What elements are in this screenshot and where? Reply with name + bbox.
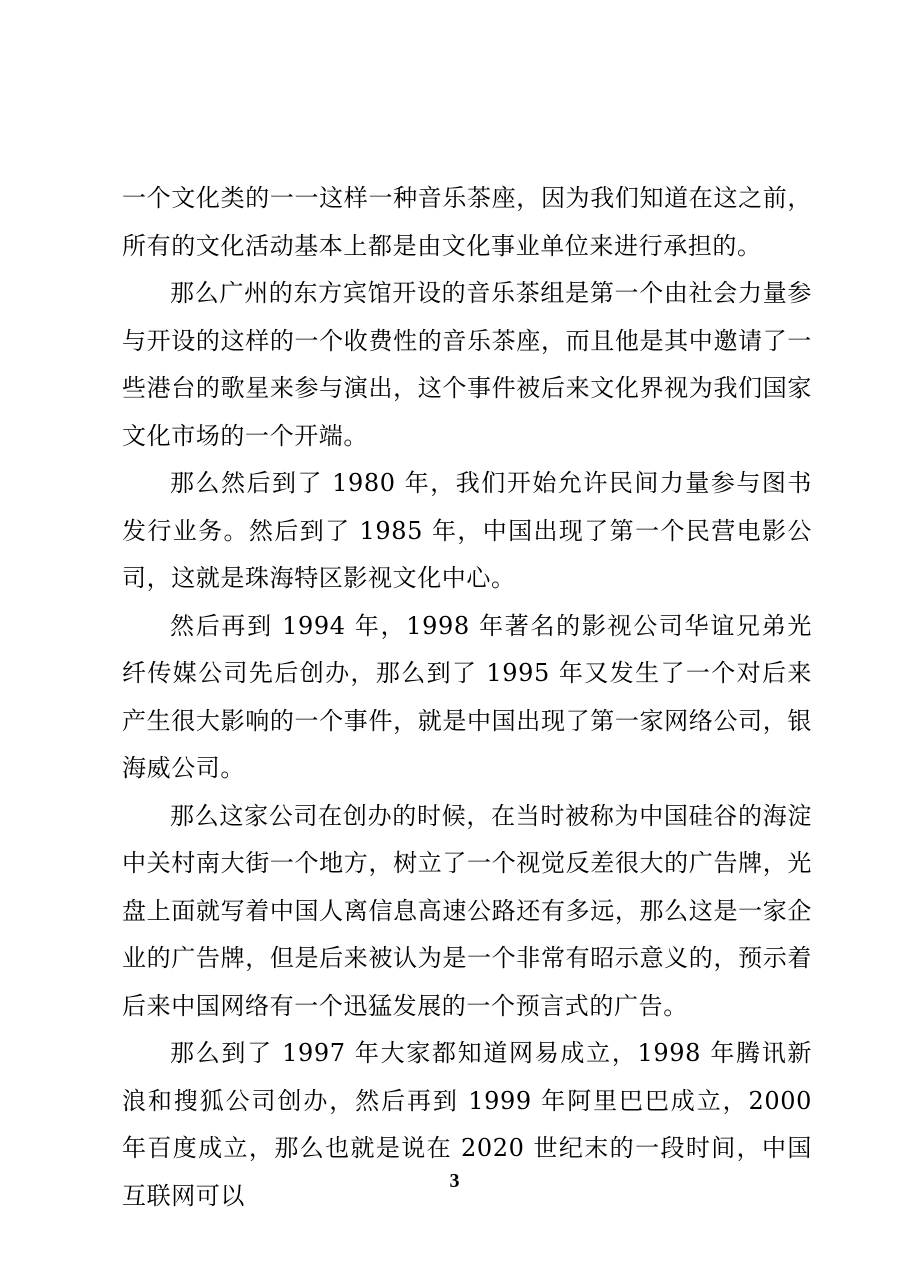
paragraph: 那么然后到了 1980 年，我们开始允许民间力量参与图书发行业务。然后到了 1985 年，中国出现了第一个民营电影公司，这就是珠海特区影视文化中心。 <box>122 469 812 592</box>
page-number: 3 <box>449 1170 460 1192</box>
paragraph: 然后再到 1994 年，1998 年著名的影视公司华谊兄弟光纤传媒公司先后创办，那么到了 1995 年又发生了一个对后来产生很大影响的一个事件，就是中国出现了第一家网络公司，银海威公司。 <box>122 611 812 782</box>
paragraph: 那么广州的东方宾馆开设的音乐茶组是第一个由社会力量参与开设的这样的一个收费性的音乐茶座，而且他是其中邀请了一些港台的歌星来参与演出，这个事件被后来文化界视为我们国家文化市场的一个开端。 <box>122 279 812 450</box>
document-body <box>122 175 812 1220</box>
paragraph: 那么这家公司在创办的时候，在当时被称为中国硅谷的海淀中关村南大街一个地方，树立了一个视觉反差很大的广告牌，光盘上面就写着中国人离信息高速公路还有多远，那么这是一家企业的广告牌，但是后来被认为是一个非常有昭示意义的，预示着后来中国网络有一个迅猛发展的一个预言式的广告。 <box>122 801 812 1020</box>
paragraph-continued: 一个文化类的一一这样一种音乐茶座，因为我们知道在这之前，所有的文化活动基本上都是由文化事业单位来进行承担的。 <box>122 184 812 260</box>
paragraph: 那么到了 1997 年大家都知道网易成立，1998 年腾讯新浪和搜狐公司创办，然后再到 1999 年阿里巴巴成立，2000 年百度成立，那么也就是说在 2020 世纪末的一段时间，中国互联网可以 <box>122 1039 812 1210</box>
